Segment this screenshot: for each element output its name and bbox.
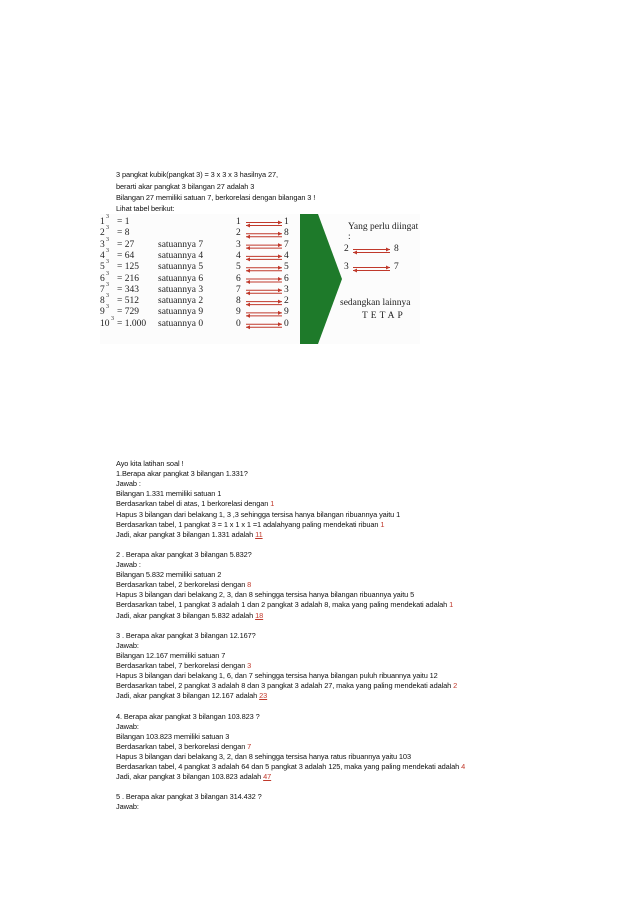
- line-text: 1.Berapa akar pangkat 3 bilangan 1.331?: [116, 469, 248, 479]
- line-text: Berdasarkan tabel, 3 berkorelasi dengan: [116, 741, 248, 751]
- power-result: = 125: [117, 262, 139, 273]
- line-text: Jawab :: [116, 560, 141, 569]
- power-base: 10: [100, 318, 110, 329]
- unit-right: 6: [284, 273, 289, 284]
- power-base: 5: [100, 262, 105, 273]
- line-text: Hapus 3 bilangan dari belakang 3, 2, dan 8 sehingga tersisa hanya ratus ribuannya yaitu 103: [116, 751, 411, 761]
- line-text: Hapus 3 bilangan dari belakang 1, 6, dan 7 sehingga tersisa hanya bilangan puluh ribuannya yaitu 12: [116, 671, 438, 681]
- power-exponent: 3: [106, 270, 109, 277]
- text-line: [116, 520, 384, 530]
- text-line: [116, 722, 139, 732]
- highlight-number: 1: [380, 519, 385, 529]
- power-base: 7: [100, 284, 105, 295]
- line-text: Berdasarkan tabel, 2 berkorelasi dengan: [116, 580, 248, 590]
- line-text: Berdasarkan tabel di atas, 1 berkorelasi dengan: [116, 499, 271, 509]
- text-line: [116, 631, 256, 641]
- power-exponent: 3: [106, 259, 109, 266]
- highlight-number: 3: [247, 661, 252, 670]
- power-base: 2: [100, 228, 105, 239]
- unit-left: 8: [236, 296, 241, 307]
- line-text: 3 . Berapa akar pangkat 3 bilangan 12.167?: [116, 630, 256, 640]
- text-line: [116, 580, 251, 590]
- line-text: Hapus 3 bilangan dari belakang 2, 3, dan 8 sehingga tersisa hanya bilangan ribuannya yaitu 5: [116, 590, 415, 600]
- highlight-number: 2: [453, 681, 458, 691]
- unit-label: satuannya 4: [158, 250, 204, 261]
- highlight-number: 11: [255, 529, 263, 539]
- unit-right: 7: [284, 239, 289, 250]
- power-row: [100, 270, 420, 285]
- unit-right: 5: [284, 262, 289, 273]
- highlight-number: 1: [449, 600, 454, 610]
- power-result: = 343: [117, 284, 139, 295]
- text-line: [116, 499, 274, 509]
- unit-label: satuannya 0: [158, 318, 204, 329]
- unit-left: 0: [236, 318, 241, 329]
- line-text: Ayo kita latihan soal !: [116, 459, 184, 468]
- power-base: 8: [100, 296, 105, 307]
- line-text: Berdasarkan tabel, 7 berkorelasi dengan: [116, 661, 248, 670]
- text-line: [116, 469, 248, 479]
- unit-label: satuannya 2: [158, 296, 204, 307]
- power-row: [100, 281, 420, 296]
- line-text: Bilangan 12.167 memiliki satuan 7: [116, 650, 226, 660]
- pair1-left: 2: [344, 244, 349, 254]
- power-exponent: 3: [106, 225, 109, 232]
- unit-right: 2: [284, 296, 289, 307]
- text-line: [116, 671, 438, 681]
- unit-left: 7: [236, 284, 241, 295]
- unit-label: satuannya 3: [158, 284, 204, 295]
- line-text: Bilangan 103.823 memiliki satuan 3: [116, 731, 230, 741]
- line-text: Berdasarkan tabel, 1 pangkat 3 adalah 1 dan 2 pangkat 3 adalah 8, maka yang paling mendekati adalah: [116, 600, 450, 610]
- highlight-number: 47: [263, 772, 272, 782]
- unit-left: 6: [236, 273, 241, 284]
- line-text: Jadi, akar pangkat 3 bilangan 5.832 adalah: [116, 610, 256, 620]
- power-exponent: 3: [111, 315, 114, 322]
- unit-label: satuannya 9: [158, 307, 204, 318]
- line-text: Jawab:: [116, 640, 139, 650]
- line-text: Jadi, akar pangkat 3 bilangan 12.167 adalah: [116, 691, 260, 701]
- power-result: = 8: [117, 228, 130, 239]
- text-line: [116, 570, 221, 580]
- text-line: [116, 772, 271, 782]
- power-exponent: 3: [106, 236, 109, 243]
- line-text: Bilangan 1.331 memiliki satuan 1: [116, 489, 222, 499]
- unit-right: 0: [284, 318, 289, 329]
- pair1-right: 8: [394, 244, 399, 254]
- figure-tetap: TETAP: [362, 311, 406, 321]
- unit-right: 9: [284, 307, 289, 318]
- line-text: 5 . Berapa akar pangkat 3 bilangan 314.432 ?: [116, 792, 262, 802]
- line-text: Berdasarkan tabel, 2 pangkat 3 adalah 8 dan 3 pangkat 3 adalah 27, maka yang paling mendekati adalah: [116, 681, 454, 691]
- power-exponent: 3: [106, 281, 109, 288]
- unit-left: 3: [236, 239, 241, 250]
- power-base: 3: [100, 239, 105, 250]
- line-text: Berdasarkan tabel, 4 pangkat 3 adalah 64 dan 5 pangkat 3 adalah 125, maka yang paling mendekati adalah: [116, 762, 462, 771]
- text-line: [116, 651, 225, 661]
- power-result: = 1.000: [117, 318, 147, 329]
- highlight-number: 18: [255, 610, 264, 620]
- unit-right: 3: [284, 284, 289, 295]
- text-line: [116, 600, 453, 610]
- unit-left: 9: [236, 307, 241, 318]
- power-row: [100, 247, 420, 262]
- power-row: [100, 259, 420, 273]
- line-text: Jawab :: [116, 479, 141, 489]
- line-text: 2 . Berapa akar pangkat 3 bilangan 5.832?: [116, 549, 252, 559]
- unit-label: satuannya 5: [158, 262, 204, 273]
- power-base: 1: [100, 217, 105, 227]
- text-line: [116, 560, 141, 570]
- text-line: [116, 510, 400, 520]
- power-result: = 64: [117, 250, 135, 261]
- power-result: = 512: [117, 296, 139, 307]
- power-exponent: 3: [106, 304, 109, 311]
- unit-right: 4: [284, 250, 289, 261]
- line-text: Jawab:: [116, 721, 139, 731]
- highlight-number: 7: [247, 741, 252, 751]
- power-result: = 27: [117, 239, 135, 250]
- line-text: Hapus 3 bilangan dari belakang 1, 3 ,3 sehingga tersisa hanya bilangan ribuannya yaitu 1: [116, 509, 401, 519]
- line-text: Bilangan 5.832 memiliki satuan 2: [116, 570, 222, 580]
- text-line: [116, 802, 139, 812]
- text-line: [116, 590, 414, 600]
- text-line: [116, 691, 267, 701]
- highlight-number: 8: [247, 580, 252, 590]
- text-line: [116, 742, 251, 752]
- highlight-number: 1: [270, 499, 275, 509]
- unit-left: 5: [236, 262, 241, 273]
- text-line: [116, 762, 465, 772]
- power-result: = 1: [117, 217, 130, 227]
- text-line: [116, 712, 260, 722]
- text-line: [116, 641, 139, 651]
- text-line: [116, 611, 263, 621]
- figure-subtitle: sedangkan lainnya: [340, 298, 411, 308]
- unit-left: 2: [236, 228, 241, 239]
- highlight-number: 23: [259, 691, 268, 701]
- text-line: [116, 530, 263, 540]
- figure-title: Yang perlu diingat :: [348, 222, 419, 242]
- line-text: Jadi, akar pangkat 3 bilangan 1.331 adalah: [116, 529, 256, 539]
- power-exponent: 3: [106, 293, 109, 300]
- unit-left: 1: [236, 217, 241, 227]
- text-line: [116, 661, 251, 671]
- highlight-number: 4: [461, 762, 466, 771]
- intro-line: Lihat tabel berikut:: [116, 204, 175, 213]
- pair2-left: 3: [344, 262, 349, 272]
- power-result: = 216: [117, 273, 139, 284]
- text-line: [116, 752, 411, 762]
- unit-label: satuannya 6: [158, 273, 204, 284]
- line-text: 4. Berapa akar pangkat 3 bilangan 103.823 ?: [116, 711, 260, 721]
- unit-label: satuannya 7: [158, 239, 204, 250]
- intro-line: Bilangan 27 memiliki satuan 7, berkorelasi dengan bilangan 3 !: [116, 193, 316, 202]
- intro-line: berarti akar pangkat 3 bilangan 27 adalah 3: [116, 182, 255, 191]
- power-base: 9: [100, 307, 105, 318]
- unit-right: 8: [284, 228, 289, 239]
- text-line: [116, 792, 262, 802]
- line-text: Jadi, akar pangkat 3 bilangan 103.823 adalah: [116, 772, 264, 782]
- text-line: [116, 681, 457, 691]
- text-line: [116, 479, 141, 489]
- pair2-right: 7: [394, 262, 399, 272]
- power-base: 4: [100, 250, 105, 261]
- power-result: = 729: [117, 307, 139, 318]
- text-line: [116, 550, 252, 560]
- unit-right: 1: [284, 217, 289, 227]
- power-exponent: 3: [106, 247, 109, 254]
- power-base: 6: [100, 273, 105, 284]
- line-text: Berdasarkan tabel, 1 pangkat 3 = 1 x 1 x 1 =1 adalahyang paling mendekati ribuan: [116, 519, 381, 529]
- text-line: [116, 489, 221, 499]
- power-exponent: 3: [106, 214, 109, 220]
- line-text: Jawab:: [116, 802, 139, 812]
- unit-left: 4: [236, 250, 241, 261]
- text-line: [116, 732, 229, 742]
- cube-units-table-figure: [100, 214, 420, 344]
- text-line: [116, 459, 183, 469]
- intro-line: 3 pangkat kubik(pangkat 3) = 3 x 3 x 3 hasilnya 27,: [116, 170, 278, 179]
